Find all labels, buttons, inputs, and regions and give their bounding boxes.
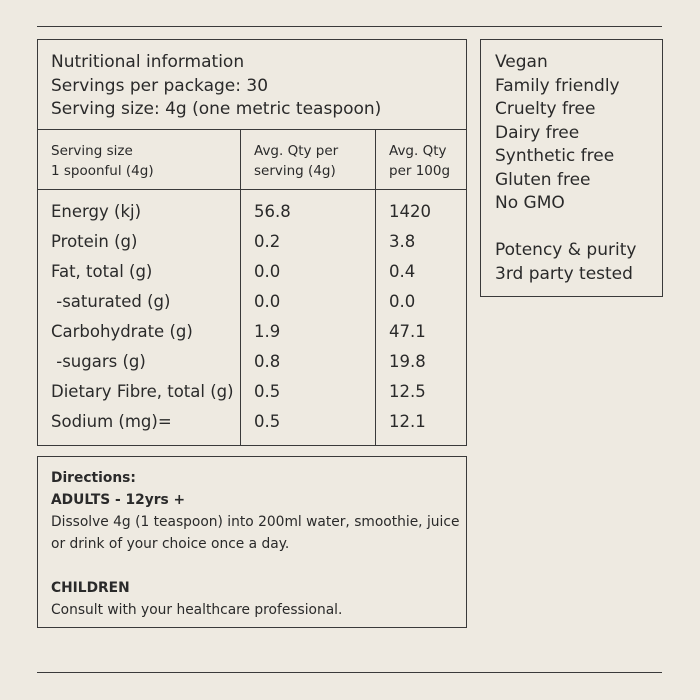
per-100g-value: 0.0 [389, 292, 416, 311]
list-item: Vegan [495, 52, 548, 72]
column-header-per-serving-line2: serving (4g) [254, 163, 336, 179]
nutrient-label: Fat, total (g) [51, 262, 153, 281]
serving-size: Serving size: 4g (one metric teaspoon) [51, 99, 382, 119]
top-divider [37, 26, 662, 27]
attributes-panel [480, 39, 663, 297]
table-row [38, 200, 466, 230]
nutrient-label: Dietary Fibre, total (g) [51, 382, 234, 401]
per-serving-value: 56.8 [254, 202, 291, 221]
nutrient-label: -sugars (g) [51, 352, 146, 371]
per-serving-value: 0.2 [254, 232, 281, 251]
list-item: Dairy free [495, 122, 580, 143]
nutrient-label: Energy (kj) [51, 202, 142, 221]
nutrition-header [51, 51, 381, 122]
list-item: 3rd party tested [495, 263, 633, 284]
nutrient-label: Sodium (mg)= [51, 412, 172, 431]
per-100g-value: 0.4 [389, 262, 416, 281]
column-header-per-100g-line1: Avg. Qty [389, 143, 447, 159]
per-serving-value: 0.5 [254, 412, 281, 431]
per-100g-value: 12.5 [389, 382, 426, 401]
nutrient-label: Carbohydrate (g) [51, 322, 193, 341]
table-row [38, 290, 466, 320]
column-header-per-serving [254, 141, 338, 181]
nutrient-label: -saturated (g) [51, 292, 171, 311]
column-header-serving-line2: 1 spoonful (4g) [51, 163, 154, 179]
per-serving-value: 0.8 [254, 352, 281, 371]
bottom-divider [37, 672, 662, 673]
children-instruction: Consult with your healthcare professional. [51, 602, 343, 618]
nutrition-title: Nutritional information [51, 52, 245, 72]
directions-title: Directions: [51, 470, 136, 486]
table-row [38, 380, 466, 410]
nutrient-label: Protein (g) [51, 232, 138, 251]
column-header-per-100g-line2: per 100g [389, 163, 451, 179]
list-item: Cruelty free [495, 99, 596, 119]
column-header-serving-line1: Serving size [51, 143, 133, 159]
per-serving-value: 0.0 [254, 292, 281, 311]
per-serving-value: 1.9 [254, 322, 281, 341]
per-100g-value: 12.1 [389, 412, 426, 431]
list-item: Family friendly [495, 75, 620, 96]
table-row [38, 350, 466, 380]
list-spacer [495, 216, 636, 240]
column-header-divider [38, 189, 466, 190]
per-100g-value: 3.8 [389, 232, 416, 251]
table-row [38, 260, 466, 290]
children-heading: CHILDREN [51, 580, 130, 596]
table-row [38, 320, 466, 350]
directions-panel [37, 456, 467, 628]
list-item: Synthetic free [495, 146, 615, 166]
adults-instruction-line2: or drink of your choice once a day. [51, 536, 290, 552]
table-row [38, 410, 466, 440]
directions-spacer [51, 555, 459, 577]
per-serving-value: 0.0 [254, 262, 281, 281]
directions-content [51, 467, 459, 621]
per-100g-value: 1420 [389, 202, 431, 221]
list-item: No GMO [495, 193, 565, 213]
table-row [38, 230, 466, 260]
adults-heading: ADULTS - 12yrs + [51, 492, 186, 508]
column-header-per-serving-line1: Avg. Qty per [254, 143, 339, 159]
column-header-serving [51, 141, 154, 181]
per-100g-value: 19.8 [389, 352, 426, 371]
nutrition-rows [38, 200, 466, 440]
list-item: Gluten free [495, 169, 591, 190]
per-100g-value: 47.1 [389, 322, 426, 341]
attributes-list [495, 51, 636, 286]
column-header-per-100g [389, 141, 450, 181]
per-serving-value: 0.5 [254, 382, 281, 401]
nutrition-panel [37, 39, 467, 446]
list-item: Potency & purity [495, 240, 637, 260]
servings-per-package: Servings per package: 30 [51, 75, 269, 96]
header-divider [38, 129, 466, 130]
adults-instruction-line1: Dissolve 4g (1 teaspoon) into 200ml water, smoothie, juice [51, 514, 460, 530]
